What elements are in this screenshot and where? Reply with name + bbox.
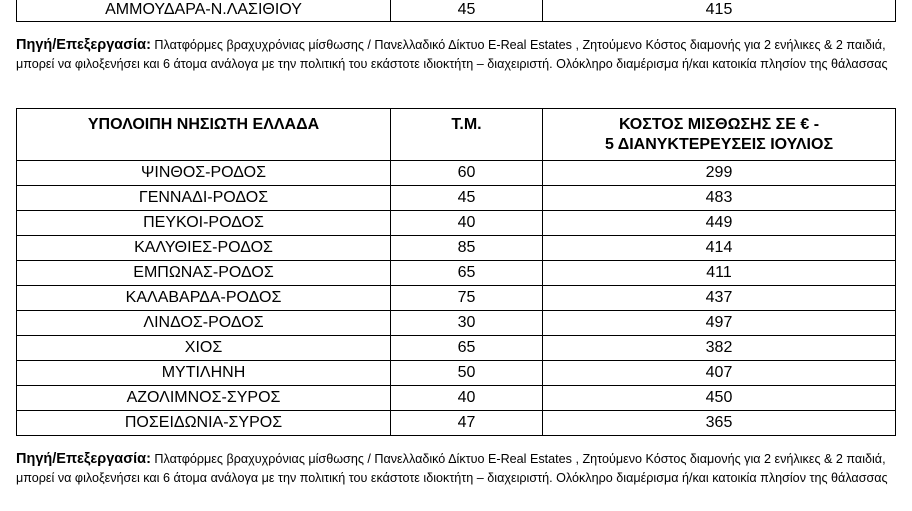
cost-cell: 437 — [543, 286, 896, 311]
sqm-cell: 45 — [391, 186, 543, 211]
sqm-cell: 75 — [391, 286, 543, 311]
cost-cell: 497 — [543, 311, 896, 336]
table-row — [17, 386, 896, 411]
table-row — [17, 0, 896, 22]
source-note-lead: Πηγή/Επεξεργασία: — [16, 451, 151, 467]
table-row — [17, 311, 896, 336]
place-cell: ΨΙΝΘΟΣ-ΡΟΔΟΣ — [17, 161, 391, 186]
cost-cell: 450 — [543, 386, 896, 411]
table-row — [17, 186, 896, 211]
rental-cost-table — [16, 108, 896, 436]
sqm-cell: 47 — [391, 411, 543, 436]
header-cost-line-2: 5 ΔΙΑΝΥΚΤΕΡΕΥΣΕΙΣ ΙΟΥΛΙΟΣ — [604, 136, 834, 153]
source-note-lead: Πηγή/Επεξεργασία: — [16, 37, 151, 53]
sqm-cell: 30 — [391, 311, 543, 336]
sqm-cell: 40 — [391, 386, 543, 411]
table-row — [17, 411, 896, 436]
table-body — [17, 161, 896, 436]
source-note — [16, 450, 908, 488]
table-row — [17, 336, 896, 361]
cost-cell: 299 — [543, 161, 896, 186]
table-row — [17, 236, 896, 261]
place-cell: ΛΙΝΔΟΣ-ΡΟΔΟΣ — [17, 311, 391, 336]
table-row — [17, 286, 896, 311]
sqm-cell: 65 — [391, 336, 543, 361]
place-cell: ΑΜΜΟΥΔΑΡΑ-Ν.ΛΑΣΙΘΙΟΥ — [17, 0, 391, 22]
place-cell: ΓΕΝΝΑΔΙ-ΡΟΔΟΣ — [17, 186, 391, 211]
header-sqm: Τ.Μ. — [391, 109, 543, 161]
place-cell: ΠΕΥΚΟΙ-ΡΟΔΟΣ — [17, 211, 391, 236]
sqm-cell: 45 — [391, 0, 543, 22]
cost-cell: 415 — [543, 0, 896, 22]
cost-cell: 449 — [543, 211, 896, 236]
place-cell: ΚΑΛΑΒΑΡΔΑ-ΡΟΔΟΣ — [17, 286, 391, 311]
header-cost — [543, 109, 896, 161]
place-cell: ΜΥΤΙΛΗΝΗ — [17, 361, 391, 386]
place-cell: ΧΙΟΣ — [17, 336, 391, 361]
cost-cell: 407 — [543, 361, 896, 386]
table-header-row — [17, 109, 896, 161]
source-note-text: Πλατφόρμες βραχυχρόνιας μίσθωσης / Πανελλαδικό Δίκτυο E-Real Estates , Ζητούμενο Κόστος διαμονής για 2 ενήλικες & 2 παιδιά, μπορεί να φιλοξενήσει και 6 άτομα ανάλογα με την πολιτική του εκάστοτε ιδιοκτήτη – διαχειριστή. Ολόκληρο διαμέρισμα ή/και κατοικία πλησίον της θάλασσας — [16, 38, 888, 71]
cost-cell: 411 — [543, 261, 896, 286]
table-row — [17, 261, 896, 286]
previous-table-tail — [16, 0, 896, 22]
sqm-cell: 65 — [391, 261, 543, 286]
table-row — [17, 361, 896, 386]
cost-cell: 382 — [543, 336, 896, 361]
cost-cell: 414 — [543, 236, 896, 261]
sqm-cell: 85 — [391, 236, 543, 261]
place-cell: ΕΜΠΩΝΑΣ-ΡΟΔΟΣ — [17, 261, 391, 286]
place-cell: ΚΑΛΥΘΙΕΣ-ΡΟΔΟΣ — [17, 236, 391, 261]
place-cell: ΠΟΣΕΙΔΩΝΙΑ-ΣΥΡΟΣ — [17, 411, 391, 436]
source-note — [16, 36, 908, 74]
header-region: ΥΠΟΛΟΙΠΗ ΝΗΣΙΩΤΗ ΕΛΛΑΔΑ — [17, 109, 391, 161]
place-cell: ΑΖΟΛΙΜΝΟΣ-ΣΥΡΟΣ — [17, 386, 391, 411]
sqm-cell: 50 — [391, 361, 543, 386]
table-row — [17, 211, 896, 236]
header-cost-line-1: ΚΟΣΤΟΣ ΜΙΣΘΩΣΗΣ ΣΕ € - — [618, 116, 820, 133]
cost-cell: 365 — [543, 411, 896, 436]
sqm-cell: 40 — [391, 211, 543, 236]
sqm-cell: 60 — [391, 161, 543, 186]
cost-cell: 483 — [543, 186, 896, 211]
source-note-text: Πλατφόρμες βραχυχρόνιας μίσθωσης / Πανελλαδικό Δίκτυο E-Real Estates , Ζητούμενο Κόστος διαμονής για 2 ενήλικες & 2 παιδιά, μπορεί να φιλοξενήσει και 6 άτομα ανάλογα με την πολιτική του εκάστοτε ιδιοκτήτη – διαχειριστή. Ολόκληρο διαμέρισμα ή/και κατοικία πλησίον της θάλασσας — [16, 452, 888, 485]
table-row — [17, 161, 896, 186]
